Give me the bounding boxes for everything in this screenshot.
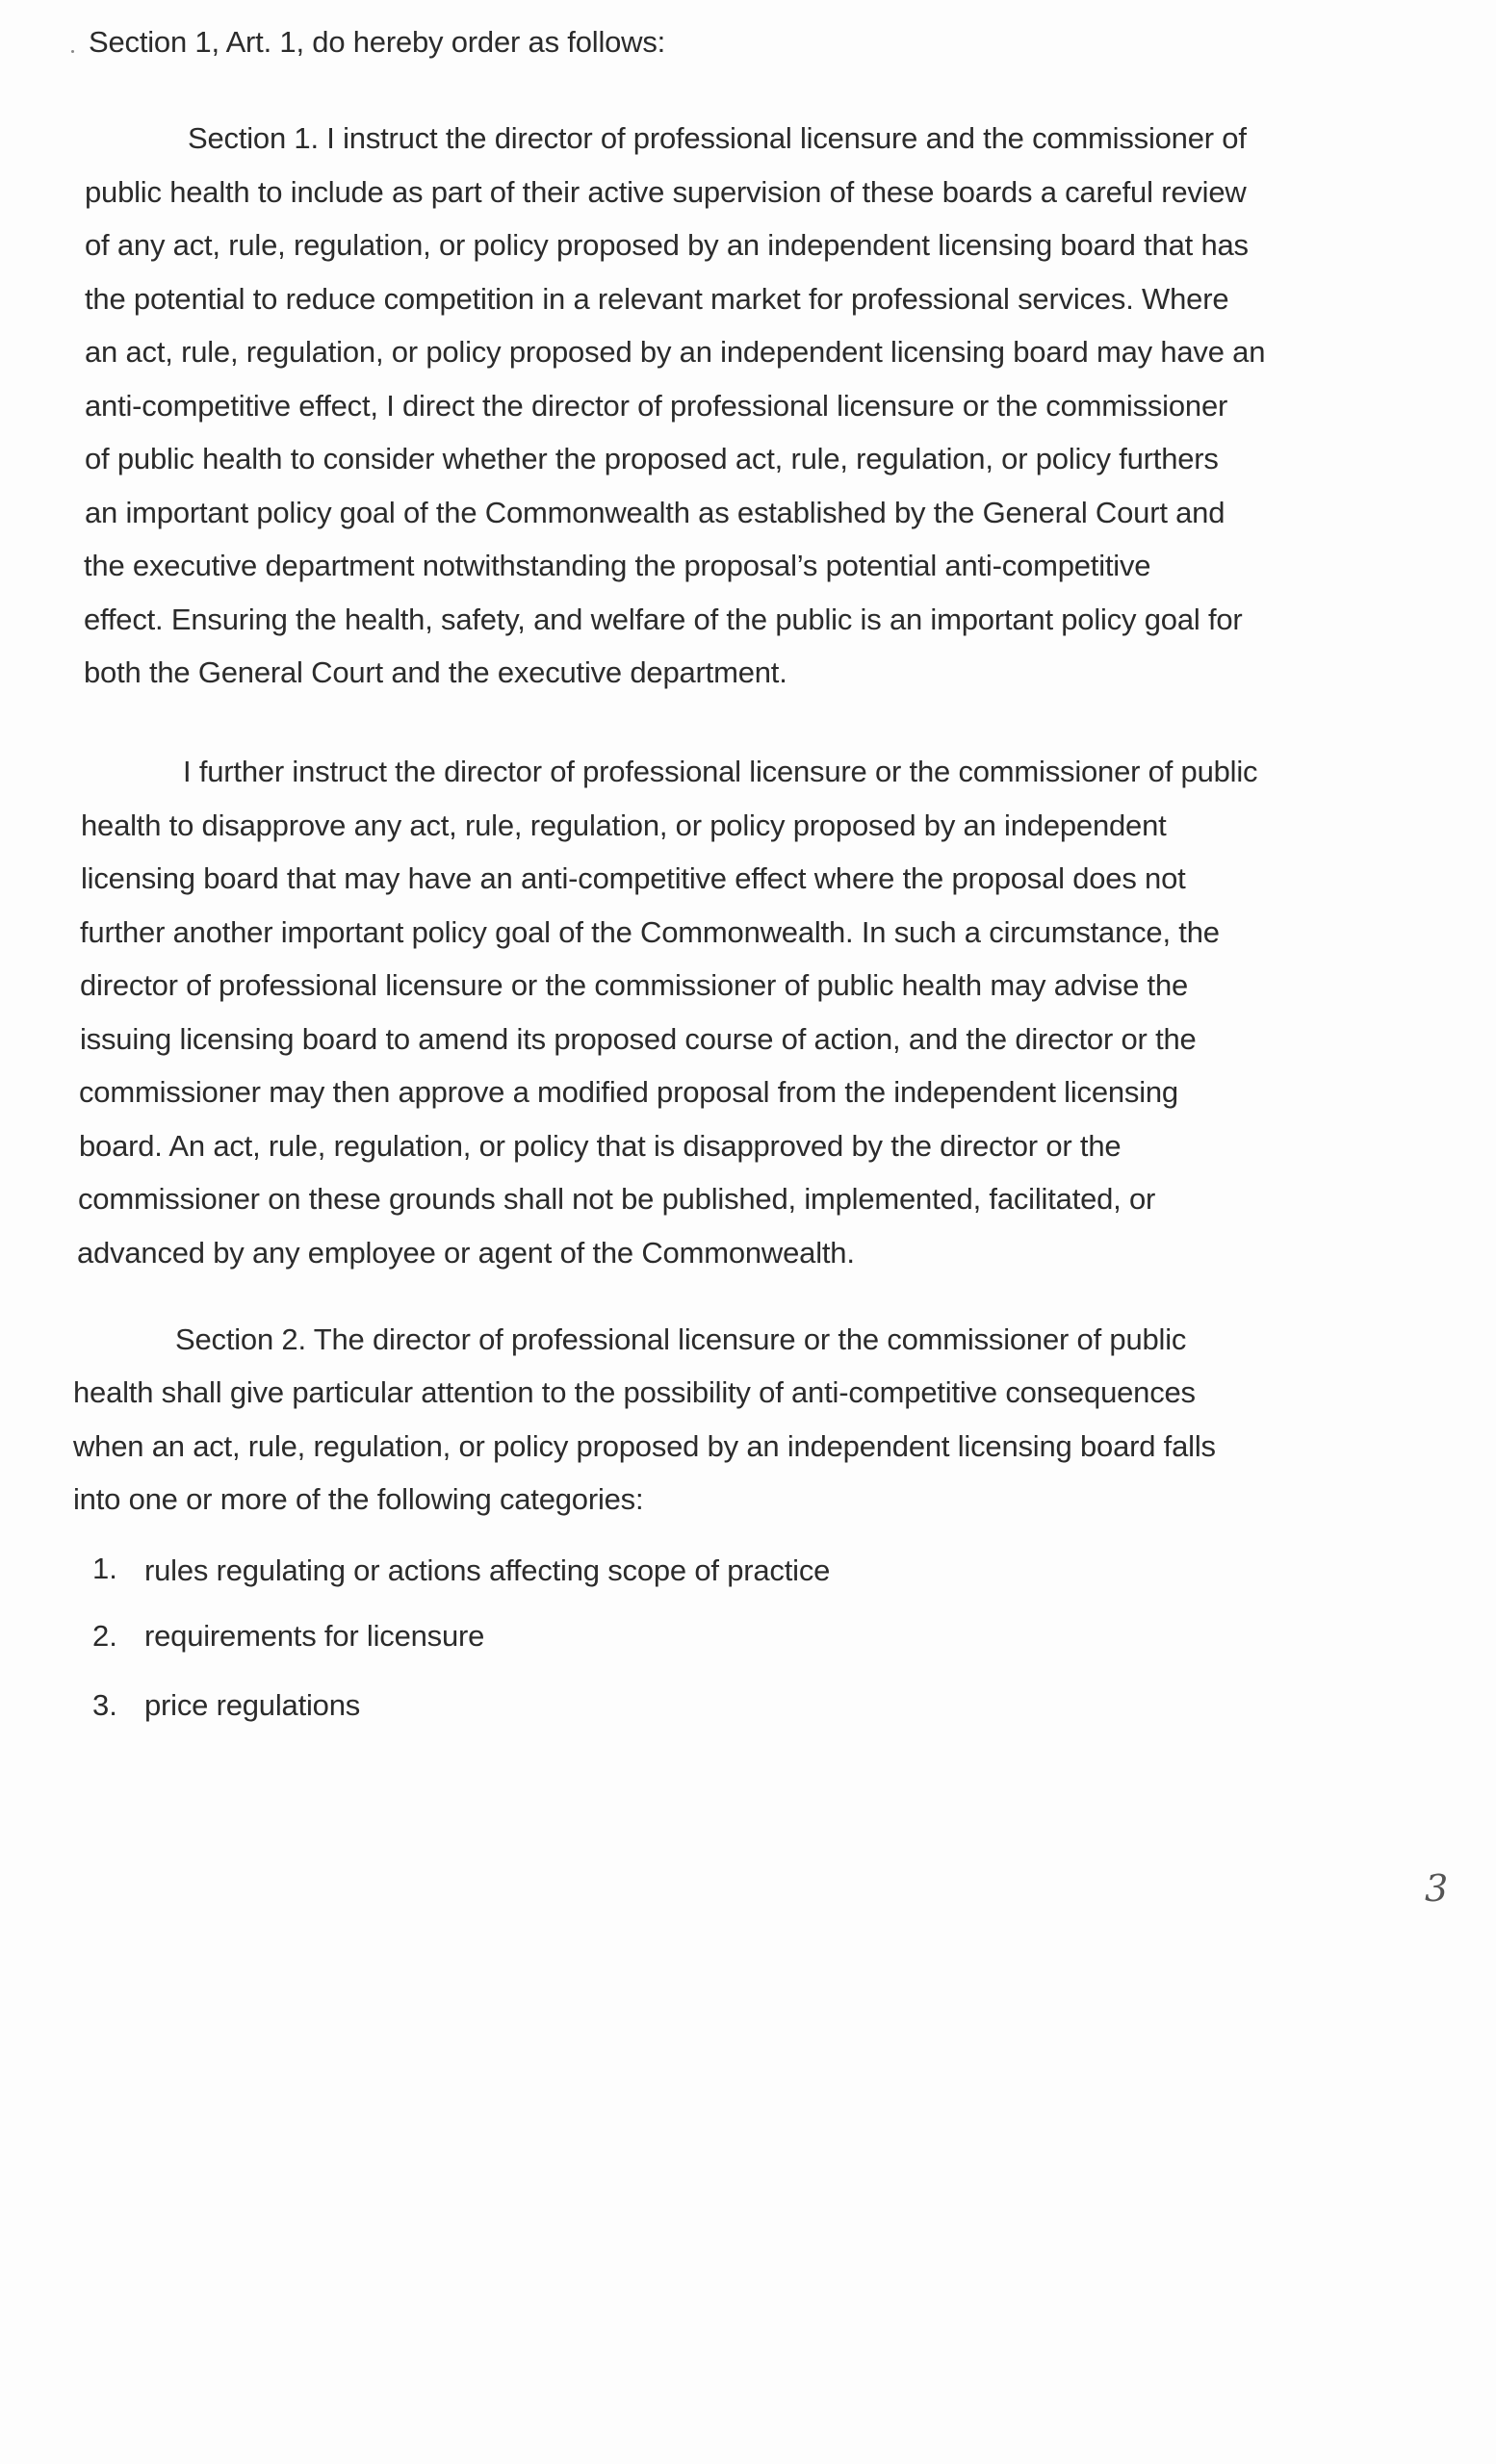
section-1-continued-line: I further instruct the director of professional licensure or the commissioner of public [183, 755, 1258, 788]
section-1-continued-line: health to disapprove any act, rule, regulation, or policy proposed by an independent [81, 808, 1167, 842]
handwritten-page-number: 3 [1425, 1867, 1449, 1910]
scan-artifact-dot [71, 50, 74, 53]
list-item-text: price regulations [144, 1688, 361, 1722]
section-1-continued-line: commissioner may then approve a modified proposal from the independent licensing [79, 1075, 1178, 1109]
section-2-line: health shall give particular attention to the possibility of anti-competitive consequences [73, 1375, 1196, 1409]
section-2-line: Section 2. The director of professional licensure or the commissioner of public [175, 1322, 1187, 1356]
list-item-number: 1. [92, 1552, 117, 1585]
section-1-line: effect. Ensuring the health, safety, and welfare of the public is an important policy goal for [84, 603, 1243, 636]
section-2-line: when an act, rule, regulation, or policy proposed by an independent licensing board falls [73, 1429, 1216, 1463]
section-1-continued-line: commissioner on these grounds shall not be published, implemented, facilitated, or [78, 1182, 1156, 1216]
list-item-number: 2. [92, 1619, 117, 1653]
intro-line: Section 1, Art. 1, do hereby order as follows: [89, 25, 666, 59]
section-1-line: an important policy goal of the Commonwealth as established by the General Court and [85, 496, 1225, 529]
section-1-line: an act, rule, regulation, or policy proposed by an independent licensing board may have an [85, 335, 1266, 369]
list-item-text: requirements for licensure [144, 1619, 485, 1653]
section-1-continued-line: licensing board that may have an anti-competitive effect where the proposal does not [81, 861, 1186, 895]
section-1-line: both the General Court and the executive department. [84, 655, 787, 689]
section-1-continued-line: advanced by any employee or agent of the Commonwealth. [77, 1236, 855, 1270]
section-1-line: the potential to reduce competition in a relevant market for professional services. Where [85, 282, 1229, 316]
section-1-line: public health to include as part of their active supervision of these boards a careful review [85, 175, 1247, 209]
section-1-continued-line: further another important policy goal of the Commonwealth. In such a circumstance, the [80, 915, 1220, 949]
section-1-line: of any act, rule, regulation, or policy proposed by an independent licensing board that has [85, 228, 1249, 262]
section-1-continued-line: board. An act, rule, regulation, or policy that is disapproved by the director or the [79, 1129, 1122, 1163]
section-1-line: the executive department notwithstanding the proposal’s potential anti-competitive [84, 549, 1151, 582]
section-1-line: anti-competitive effect, I direct the director of professional licensure or the commissioner [85, 389, 1228, 423]
section-1-continued-line: issuing licensing board to amend its proposed course of action, and the director or the [80, 1022, 1197, 1056]
section-1-continued-line: director of professional licensure or the commissioner of public health may advise the [80, 968, 1189, 1002]
section-1-line: Section 1. I instruct the director of professional licensure and the commissioner of [188, 121, 1247, 155]
section-1-line: of public health to consider whether the proposed act, rule, regulation, or policy furthers [85, 442, 1219, 475]
list-item-text: rules regulating or actions affecting scope of practice [144, 1553, 831, 1587]
section-2-line: into one or more of the following categories: [73, 1482, 644, 1516]
list-item-number: 3. [92, 1688, 117, 1722]
